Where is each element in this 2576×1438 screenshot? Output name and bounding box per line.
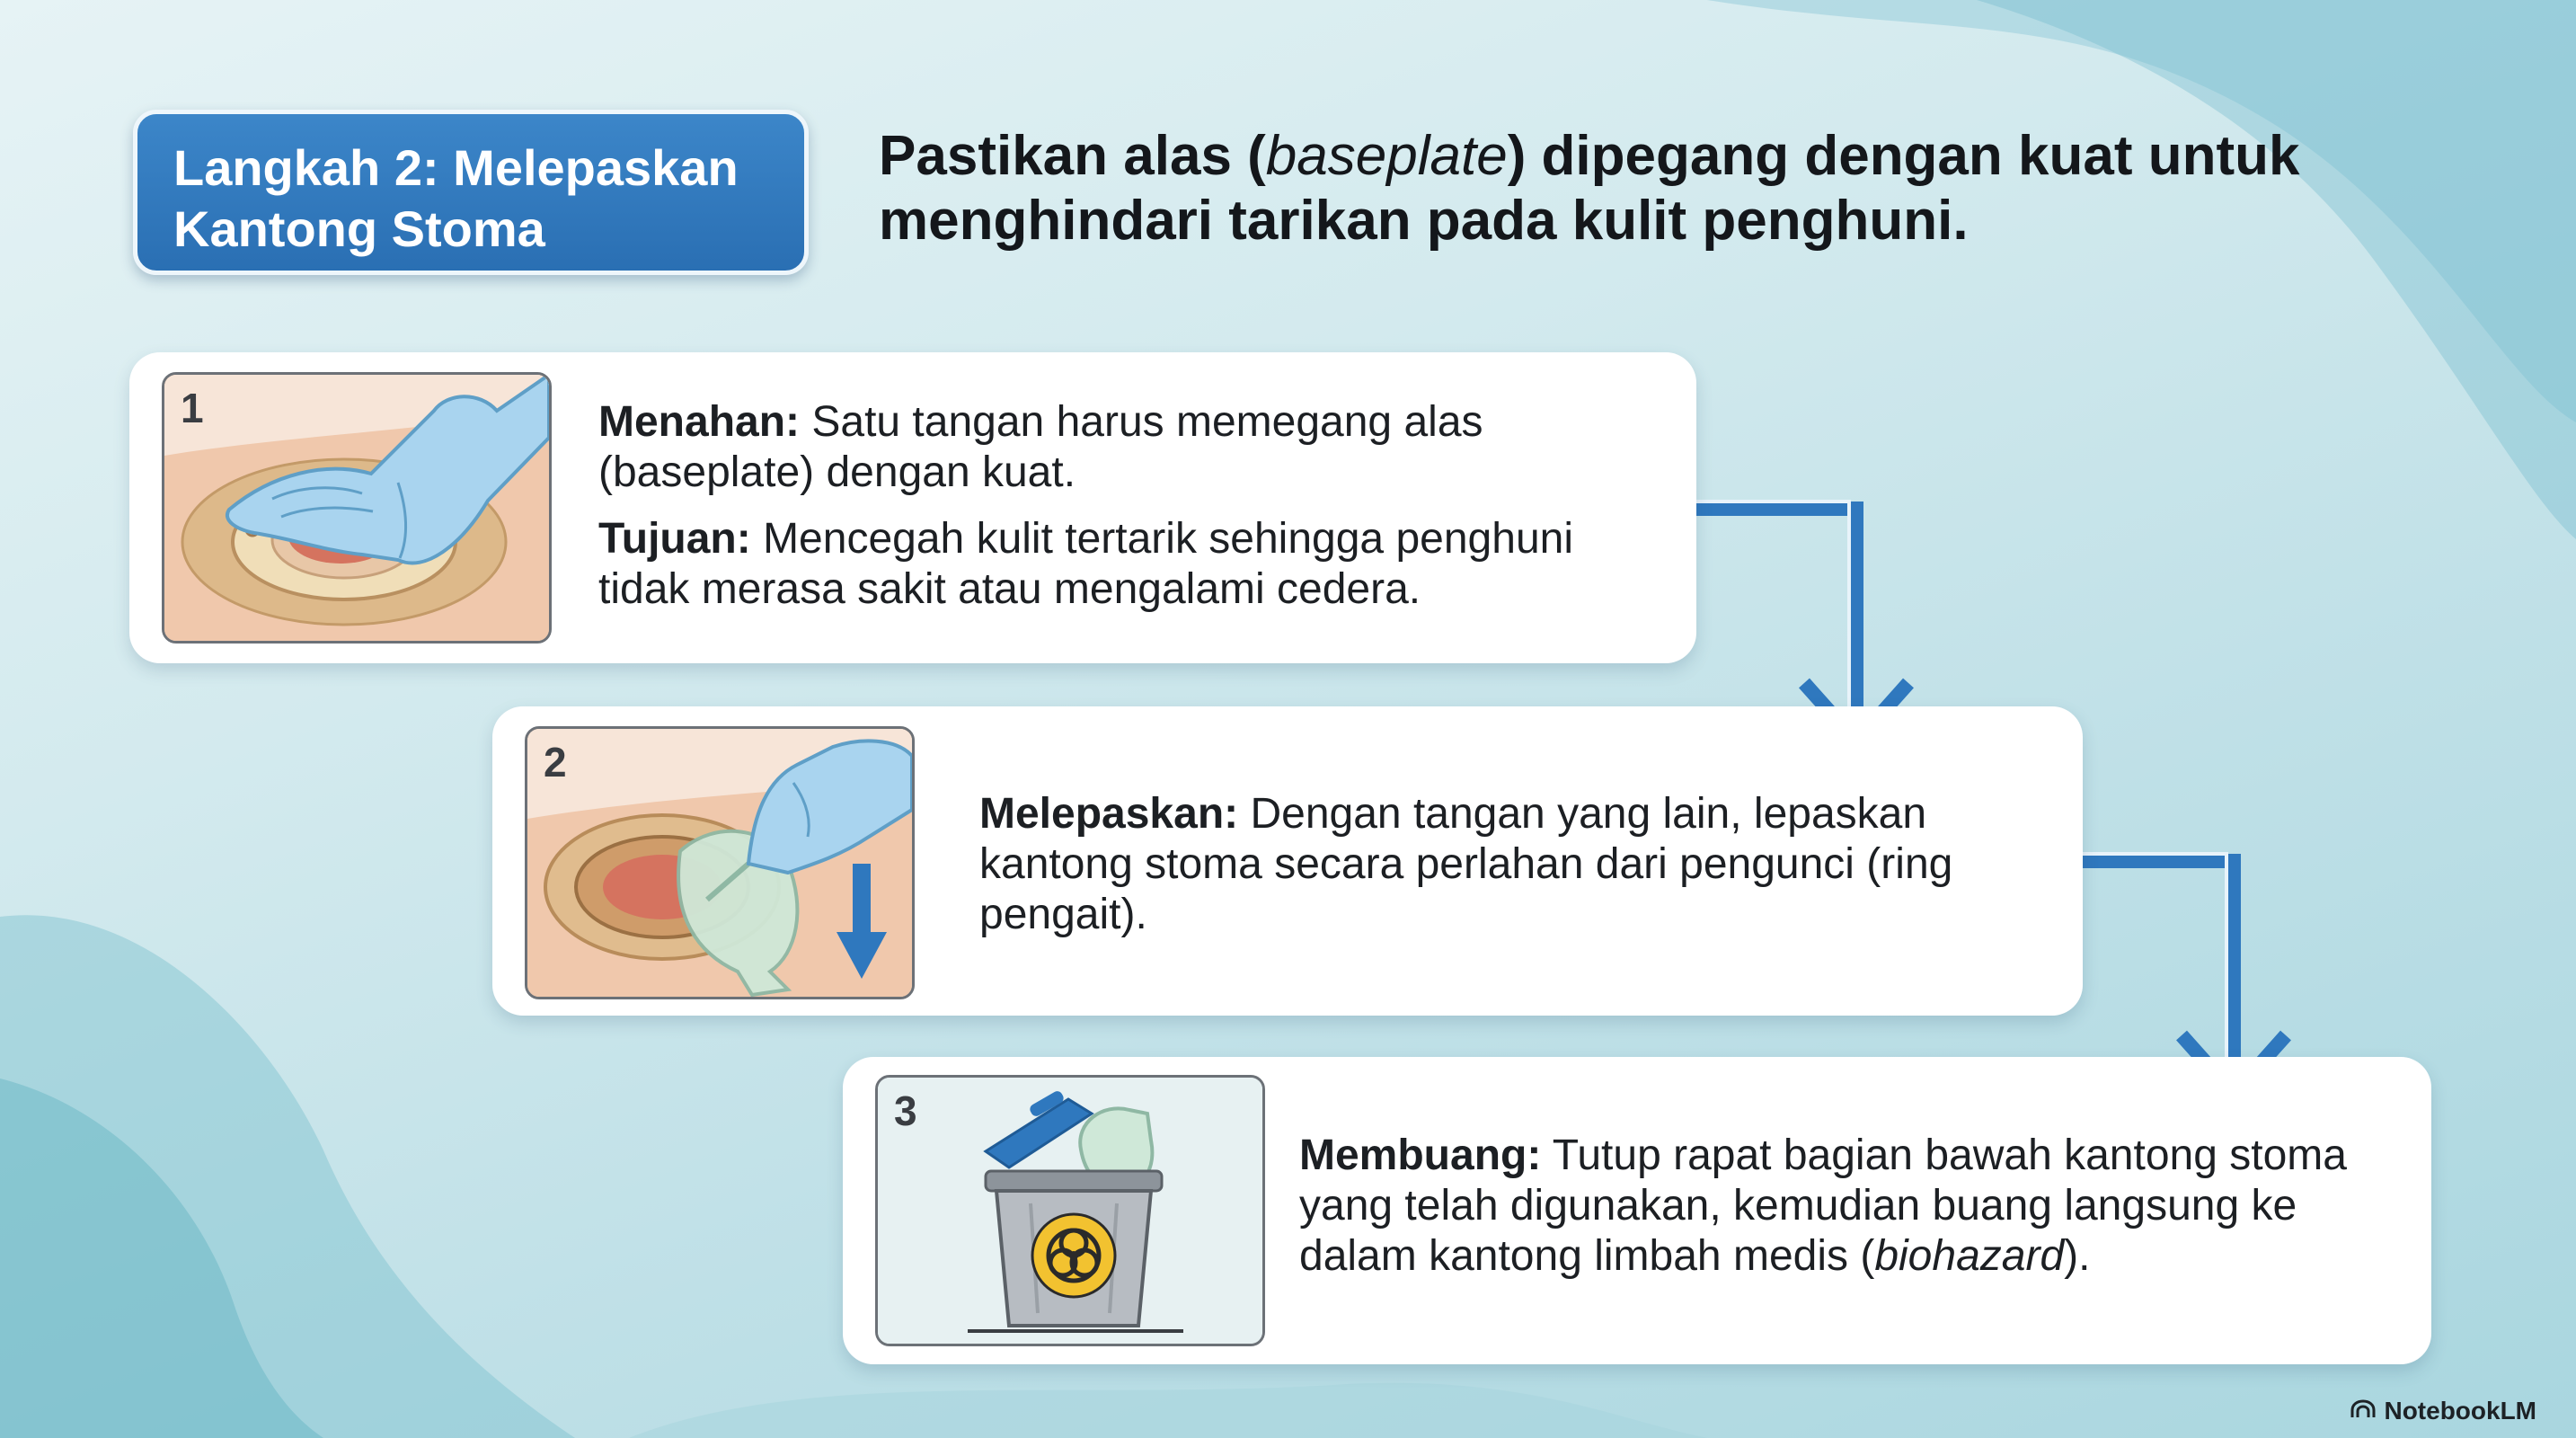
step-3-illustration: [875, 1075, 1265, 1346]
subtitle-part-1: Pastikan alas (: [879, 125, 1266, 187]
step-2-paragraph-1: [979, 789, 2040, 940]
step-2-text: [979, 789, 2040, 956]
step-2-description: Dengan tangan yang lain, lepaskan kantong stoma secara perlahan dari pengunci (ring pengait).: [979, 790, 1953, 938]
step-3-paragraph-1: [1299, 1131, 2404, 1282]
step-card-2: [492, 706, 2083, 1016]
step-number-2: 2: [544, 739, 567, 786]
step-card-3: [843, 1057, 2431, 1364]
title-line-1: Langkah 2: Melepaskan: [173, 139, 739, 196]
step-1-paragraph-2: [598, 514, 1650, 615]
notebooklm-brand: [2350, 1397, 2536, 1425]
subtitle-italic: baseplate: [1265, 125, 1508, 187]
step-1-label: Menahan:: [598, 398, 801, 446]
step-3-label: Membuang:: [1299, 1132, 1542, 1179]
biohazard-bin-icon: [878, 1078, 1262, 1344]
title-line-2: Kantong Stoma: [173, 200, 545, 257]
step-number-3: 3: [894, 1087, 917, 1134]
step-title-box: [133, 110, 809, 275]
step-1-goal-label: Tujuan:: [598, 515, 751, 563]
removing-pouch-icon: [527, 729, 912, 997]
step-card-1: [129, 352, 1696, 663]
key-instruction: [879, 124, 2424, 253]
step-2-label: Melepaskan:: [979, 790, 1239, 838]
subtitle-part-2: ) dipegang dengan kuat untuk menghindari tarikan pada kulit penghuni.: [879, 125, 2300, 252]
step-1-text: [598, 397, 1650, 631]
notebooklm-logo-icon: [2350, 1397, 2377, 1425]
step-3-italic-term: biohazard: [1874, 1232, 2065, 1280]
step-1-illustration: [162, 372, 552, 644]
step-3-text: [1299, 1131, 2404, 1298]
brand-name: NotebookLM: [2384, 1397, 2536, 1425]
step-1-goal-text: Mencegah kulit tertarik sehingga penghuni tidak merasa sakit atau mengalami cedera.: [598, 515, 1573, 613]
hand-holding-baseplate-icon: [164, 375, 549, 641]
step-1-paragraph-1: [598, 397, 1650, 498]
step-1-description: Satu tangan harus memegang alas (baseplate) dengan kuat.: [598, 398, 1483, 496]
step-3-description: Tutup rapat bagian bawah kantong stoma yang telah digunakan, kemudian buang langsung ke dalam kantong limbah medis (: [1299, 1132, 2347, 1280]
step-number-1: 1: [181, 385, 204, 431]
step-2-illustration: [525, 726, 915, 999]
step-3-description-end: ).: [2064, 1232, 2091, 1280]
